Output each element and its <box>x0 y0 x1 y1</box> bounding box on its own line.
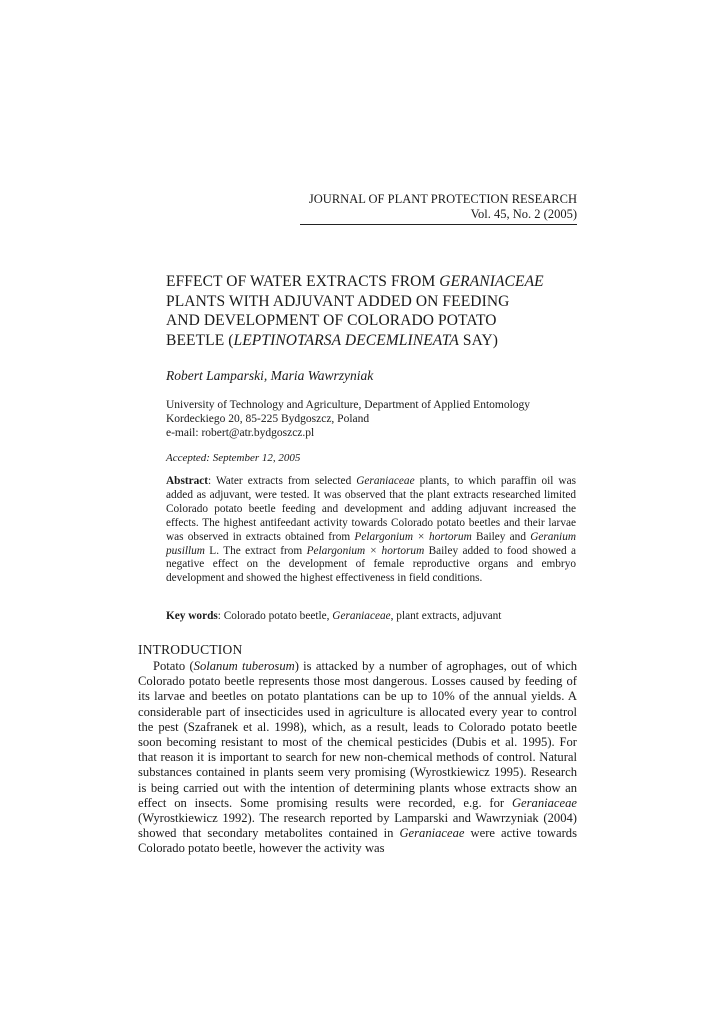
title-line2: PLANTS WITH ADJUVANT ADDED ON FEEDING <box>166 292 510 310</box>
abstract <box>166 475 576 586</box>
keywords-label: Key words <box>166 610 218 622</box>
title-line4: BEETLE ( <box>166 331 234 349</box>
title-line4-end: SAY) <box>458 331 499 349</box>
accepted-date: Accepted: September 12, 2005 <box>166 452 301 464</box>
affiliation-institution: University of Technology and Agriculture, Department of Applied Entomology <box>166 399 531 411</box>
introduction-heading: INTRODUCTION <box>138 642 243 657</box>
keywords-text: : Colorado potato beetle, <box>217 610 333 622</box>
abstract-text: plants, to which paraffin oil was added as adjuvant, were tested. It was observed that the plant extracts researched limited Colorado potato beetle feeding and development and adding adjuvant increased the effects. The highest antifeedant activity towards Colorado potato beetles and their larvae was observed in extracts obtained from <box>166 475 576 543</box>
journal-volume: Vol. 45, No. 2 (2005) <box>470 207 577 221</box>
body-text: (Wyrostkiewicz 1992). The research reported by Lamparski and Wawrzyniak (2004) showed that secondary metabolites contained in <box>138 811 577 841</box>
body-italic: Geraniaceae <box>511 795 577 810</box>
title-line3: AND DEVELOPMENT OF COLORADO POTATO <box>166 312 497 329</box>
keywords-italic: Geraniaceae <box>332 610 391 622</box>
abstract-italic: Geranium pusillum <box>166 530 576 557</box>
paper-title <box>166 272 586 350</box>
body-text: ) is attacked by a number of agrophages, out of which Colorado potato beetle represents those most dangerous. Losses caused by feeding of its larvae and beetles on potato plantations can be up to 10% of the annual yields. A considerable part of insecticides used in agriculture is allocated every year to control the pest (Szafranek et al. 1998), which, as a result, leads to Colorado potato beetle soon becoming resistant to most of the chemical pesticides (Dubis et al. 1995). For that reason it is important to search for new non-chemical methods of control. Natural substances contained in plants seem very promising (Wyrostkiewicz 1995). Research is being carried out with the intention of determining plants whose extracts show an effect on insects. Some promising results were recorded, e.g. for <box>138 659 577 810</box>
abstract-label: Abstract <box>166 475 209 487</box>
affiliation-address: Kordeckiego 20, 85-225 Bydgoszcz, Poland <box>166 413 370 425</box>
abstract-text: Bailey and <box>471 530 531 543</box>
abstract-italic: Geraniaceae <box>356 475 415 487</box>
title-geraniaceae: GERANIACEAE <box>439 273 544 290</box>
title-species: LEPTINOTARSA DECEMLINEATA <box>233 331 459 349</box>
keywords-text: , plant extracts, adjuvant <box>390 610 502 622</box>
title-line1: EFFECT OF WATER EXTRACTS FROM <box>166 273 440 290</box>
body-italic: Geraniaceae <box>399 826 465 841</box>
body-text: were active towards Colorado potato beetle, however the activity was <box>138 826 577 856</box>
header-rule <box>300 224 577 225</box>
abstract-text: : Water extracts from selected <box>208 475 357 487</box>
abstract-italic: Pelargonium × hortorum <box>354 530 472 543</box>
abstract-italic: Pelargonium × hortorum <box>306 544 425 557</box>
abstract-text: L. The extract from <box>204 544 307 557</box>
introduction-body <box>138 659 577 857</box>
introduction-paragraph <box>138 659 577 857</box>
body-text: Potato ( <box>153 659 194 673</box>
journal-header <box>300 192 577 225</box>
body-italic: Solanum tuberosum <box>193 659 295 673</box>
keywords <box>166 609 576 623</box>
affiliation-email[interactable]: e-mail: robert@atr.bydgoszcz.pl <box>166 427 315 439</box>
authors: Robert Lamparski, Maria Wawrzyniak <box>166 368 374 383</box>
journal-name: JOURNAL OF PLANT PROTECTION RESEARCH <box>308 192 577 206</box>
abstract-text: Bailey added to food showed a negative effect on the development of female reproductive organs and embryo development and showed the highest effectiveness in field conditions. <box>166 544 576 585</box>
affiliation <box>166 398 576 440</box>
